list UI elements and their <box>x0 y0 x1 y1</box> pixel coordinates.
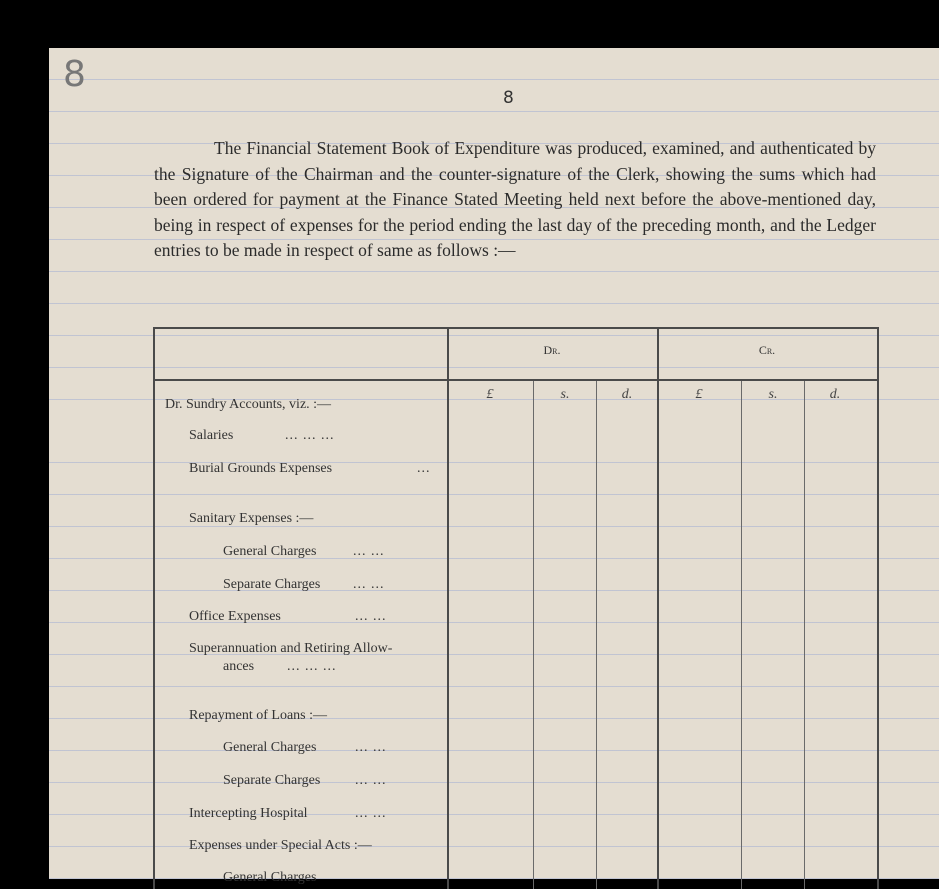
column-divider <box>533 381 534 889</box>
row-label: Separate Charges <box>223 577 321 592</box>
leader-dots: ... ... <box>353 544 385 559</box>
unit-shillings-cr: s. <box>768 387 778 402</box>
row-label: Dr. Sundry Accounts, viz. :— <box>165 397 332 412</box>
row-label: General Charges <box>223 544 317 559</box>
statement-paragraph: The Financial Statement Book of Expenditure was produced, examined, and authenticated by the Signature of the Chairman and the counter-signature of the Clerk, showing the sums which had been ordered for payment at the Finance Stated Meeting held next before the above-mentioned day, being in respect of expenses for the period ending the last day of the preceding month, and the Ledger entries to be made in respect of same as follows :— <box>154 138 876 260</box>
leader-dots: ... ... ... <box>287 659 337 674</box>
unit-pounds-cr: £ <box>695 387 703 402</box>
printed-page-number: 8 <box>503 88 514 108</box>
leader-dots: ... <box>417 461 431 476</box>
column-divider <box>741 381 742 889</box>
leader-dots: ... ... <box>355 773 387 788</box>
debit-header: Dr. <box>543 343 561 357</box>
unit-pence-dr: d. <box>621 387 633 402</box>
row-label: Salaries <box>189 428 234 443</box>
column-divider <box>596 381 597 889</box>
leader-dots: ... ... <box>355 806 387 821</box>
row-label: General Charges <box>223 870 317 885</box>
row-label: General Charges <box>223 740 317 755</box>
credit-header: Cr. <box>758 343 776 357</box>
unit-shillings-dr: s. <box>560 387 570 402</box>
row-label: Repayment of Loans :— <box>189 708 328 723</box>
unit-pence-cr: d. <box>829 387 841 402</box>
row-label: Intercepting Hospital <box>189 806 308 821</box>
column-divider <box>804 381 805 889</box>
column-divider <box>657 329 659 889</box>
handwritten-page-number: 8 <box>63 54 86 95</box>
leader-dots: ... ... <box>355 609 387 624</box>
row-label: Superannuation and Retiring Allow- <box>189 641 393 656</box>
column-divider <box>447 329 449 889</box>
row-label: Separate Charges <box>223 773 321 788</box>
row-label: Burial Grounds Expenses <box>189 461 333 476</box>
row-label: Sanitary Expenses :— <box>189 511 314 526</box>
leader-dots: ... ... <box>353 577 385 592</box>
row-label: ances <box>223 659 255 674</box>
row-label: Expenses under Special Acts :— <box>189 838 372 853</box>
row-label: Office Expenses <box>189 609 281 624</box>
leader-dots: ... ... ... <box>285 428 335 443</box>
header-rule <box>155 379 877 381</box>
ledger-table <box>153 327 879 889</box>
document-page <box>49 48 939 885</box>
leader-dots: ... ... <box>355 740 387 755</box>
unit-pounds-dr: £ <box>486 387 494 402</box>
